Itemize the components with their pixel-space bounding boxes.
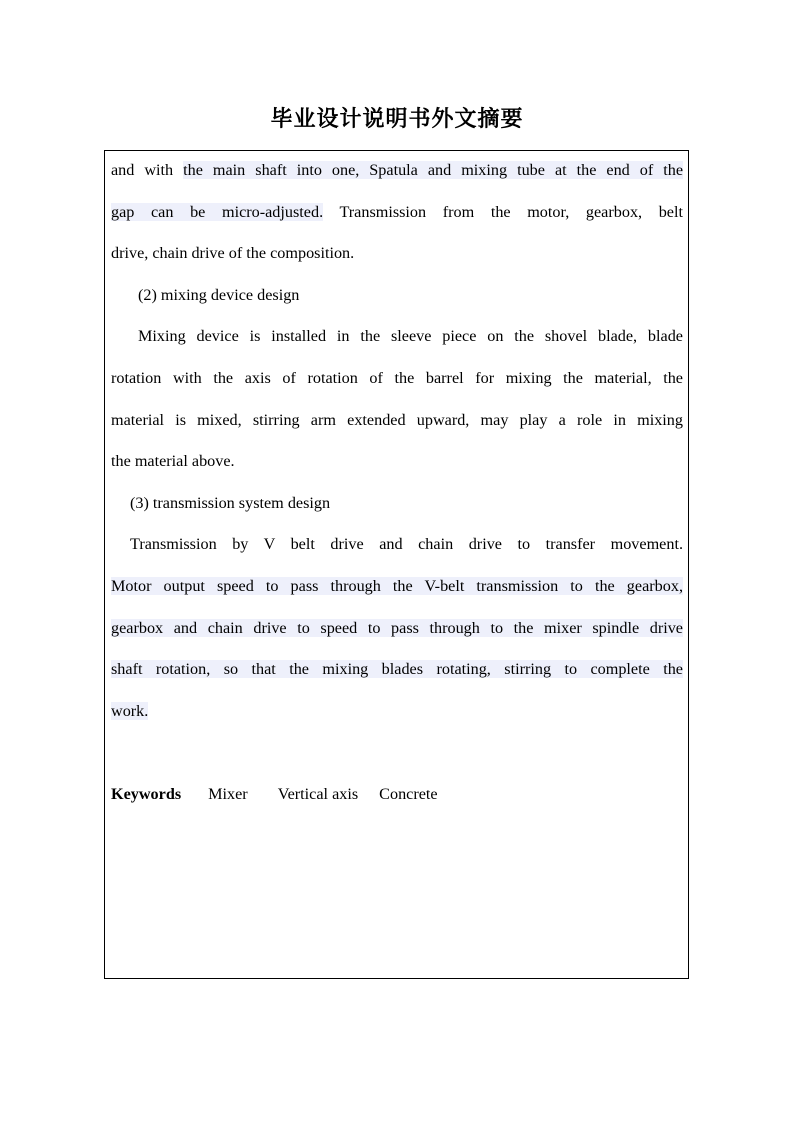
text-line [111,608,683,650]
highlighted-text: work. [111,701,149,720]
keyword: Concrete [379,785,438,804]
text-segment: and with [111,161,184,179]
keywords-label: Keywords [111,785,182,804]
keyword: Vertical axis [277,785,359,804]
keywords-row [111,774,683,816]
highlighted-text: shaft rotation, so that the mixing blades rotating, stirring to complete the [111,660,683,679]
abstract-content [111,150,683,816]
text-line [111,192,683,234]
text-segment: Transmission from the motor, gearbox, belt [323,202,683,221]
text-line: rotation with the axis of rotation of the barrel for mixing the material, the [111,368,683,387]
highlighted-text: gap can be micro-adjusted. [111,202,324,221]
highlighted-text: Motor output speed to pass through the V-belt transmission to the gearbox, [111,576,683,595]
text-line [111,566,683,608]
text-line [111,691,683,733]
text-line [111,649,683,691]
text-line [111,150,683,192]
page-title: 毕业设计说明书外文摘要 [270,106,524,132]
section-heading-transmission: (3) transmission system design [130,493,331,512]
text-line: Mixing device is installed in the sleeve piece on the shovel blade, blade [138,327,683,346]
keyword: Mixer [208,785,248,804]
spacer [111,732,683,774]
section-heading-mixing-device: (2) mixing device design [138,285,300,304]
text-line: drive, chain drive of the composition. [111,244,355,263]
highlighted-text: gearbox and chain drive to speed to pass through to the mixer spindle drive [111,618,683,637]
text-line: the material above. [111,452,235,471]
highlighted-text: the main shaft into one, Spatula and mixing tube at the end of the [183,161,683,179]
text-line: material is mixed, stirring arm extended upward, may play a role in mixing [111,410,683,429]
text-line: Transmission by V belt drive and chain drive to transfer movement. [130,535,683,554]
